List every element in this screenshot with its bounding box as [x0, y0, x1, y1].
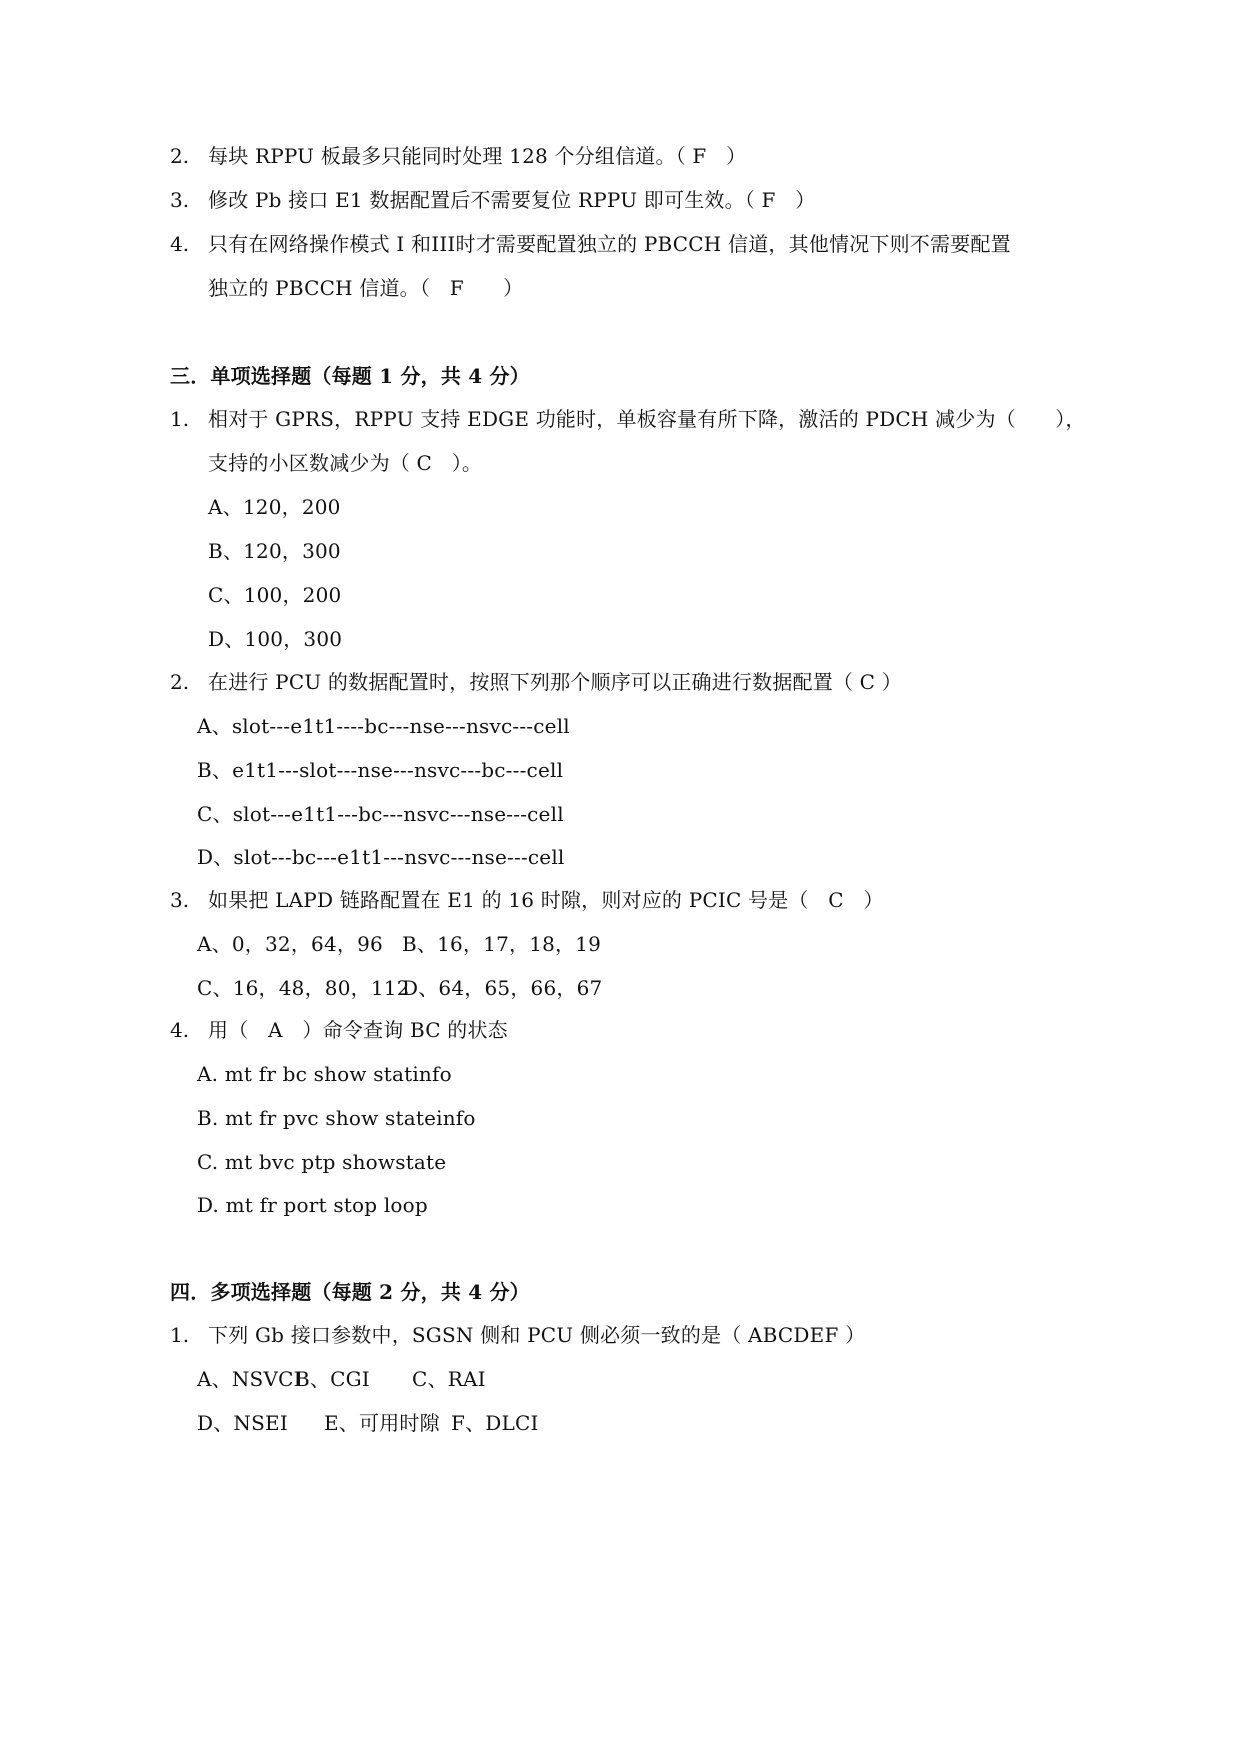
s3-q3-number: 3.	[170, 888, 190, 912]
s4-q1-option-a: A、NSVCI	[197, 1367, 302, 1391]
s3-q4-option-d: D. mt fr port stop loop	[197, 1193, 428, 1217]
tf-item-3-text: 修改 Pb 接口 E1 数据配置后不需要复位 RPPU 即可生效。（ F ）	[208, 188, 816, 212]
section-4-heading: 四．多项选择题（每题 2 分，共 4 分）	[170, 1280, 530, 1304]
tf-item-2-number: 2.	[170, 144, 190, 168]
s3-q4-number: 4.	[170, 1018, 190, 1042]
s3-q1-continuation: 支持的小区数减少为（ C ）。	[208, 451, 483, 475]
s3-q4-option-a: A. mt fr bc show statinfo	[197, 1062, 452, 1086]
s3-q2-option-c: C、slot---e1t1---bc---nsvc---nse---cell	[197, 802, 564, 826]
s3-q1-number: 1.	[170, 407, 190, 431]
tf-item-4-number: 4.	[170, 232, 190, 256]
s4-q1-option-c: C、RAI	[412, 1367, 486, 1391]
s3-q2-option-d: D、slot---bc---e1t1---nsvc---nse---cell	[197, 845, 565, 869]
s3-q2-option-b: B、e1t1---slot---nse---nsvc---bc---cell	[197, 758, 564, 782]
s4-q1-option-b: B、CGI	[295, 1367, 370, 1391]
s3-q1-option-a: A、120，200	[208, 495, 341, 519]
s3-q2-option-a: A、slot---e1t1----bc---nse---nsvc---cell	[197, 714, 570, 738]
s3-q3-option-d: D、64，65，66，67	[402, 976, 603, 1000]
tf-item-3-number: 3.	[170, 188, 190, 212]
s4-q1-option-f: F、DLCI	[451, 1411, 539, 1435]
s3-q1-option-d: D、100，300	[208, 627, 343, 651]
s4-q1-option-e: E、可用时隙	[324, 1411, 440, 1435]
s3-q2-text: 在进行 PCU 的数据配置时，按照下列那个顺序可以正确进行数据配置（ C ）	[208, 670, 902, 694]
s3-q2-number: 2.	[170, 670, 190, 694]
s3-q3-option-a: A、0，32，64，96	[197, 932, 383, 956]
s4-q1-text: 下列 Gb 接口参数中，SGSN 侧和 PCU 侧必须一致的是（ ABCDEF ）	[208, 1323, 866, 1347]
s3-q4-option-b: B. mt fr pvc show stateinfo	[197, 1106, 476, 1130]
s3-q4-option-c: C. mt bvc ptp showstate	[197, 1150, 447, 1174]
s3-q3-text: 如果把 LAPD 链路配置在 E1 的 16 时隙，则对应的 PCIC 号是（ C ）	[208, 888, 884, 912]
s3-q1-option-b: B、120，300	[208, 539, 341, 563]
s3-q3-option-c: C、16，48，80，112	[197, 976, 410, 1000]
s4-q1-option-d: D、NSEI	[197, 1411, 288, 1435]
tf-item-4-text: 只有在网络操作模式 I 和III时才需要配置独立的 PBCCH 信道，其他情况下则不需要配置	[208, 232, 1011, 256]
section-3-heading: 三．单项选择题（每题 1 分，共 4 分）	[170, 364, 530, 388]
s4-q1-number: 1.	[170, 1323, 190, 1347]
s3-q1-option-c: C、100，200	[208, 583, 342, 607]
tf-item-4-continuation: 独立的 PBCCH 信道。（ F ）	[208, 276, 524, 300]
s3-q1-text: 相对于 GPRS，RPPU 支持 EDGE 功能时，单板容量有所下降，激活的 PDCH 减少为（ ），	[208, 407, 1086, 431]
tf-item-2-text: 每块 RPPU 板最多只能同时处理 128 个分组信道。（ F ）	[208, 144, 747, 168]
s3-q3-option-b: B、16，17，18，19	[402, 932, 602, 956]
s3-q4-text: 用（ A ）命令查询 BC 的状态	[208, 1018, 508, 1042]
